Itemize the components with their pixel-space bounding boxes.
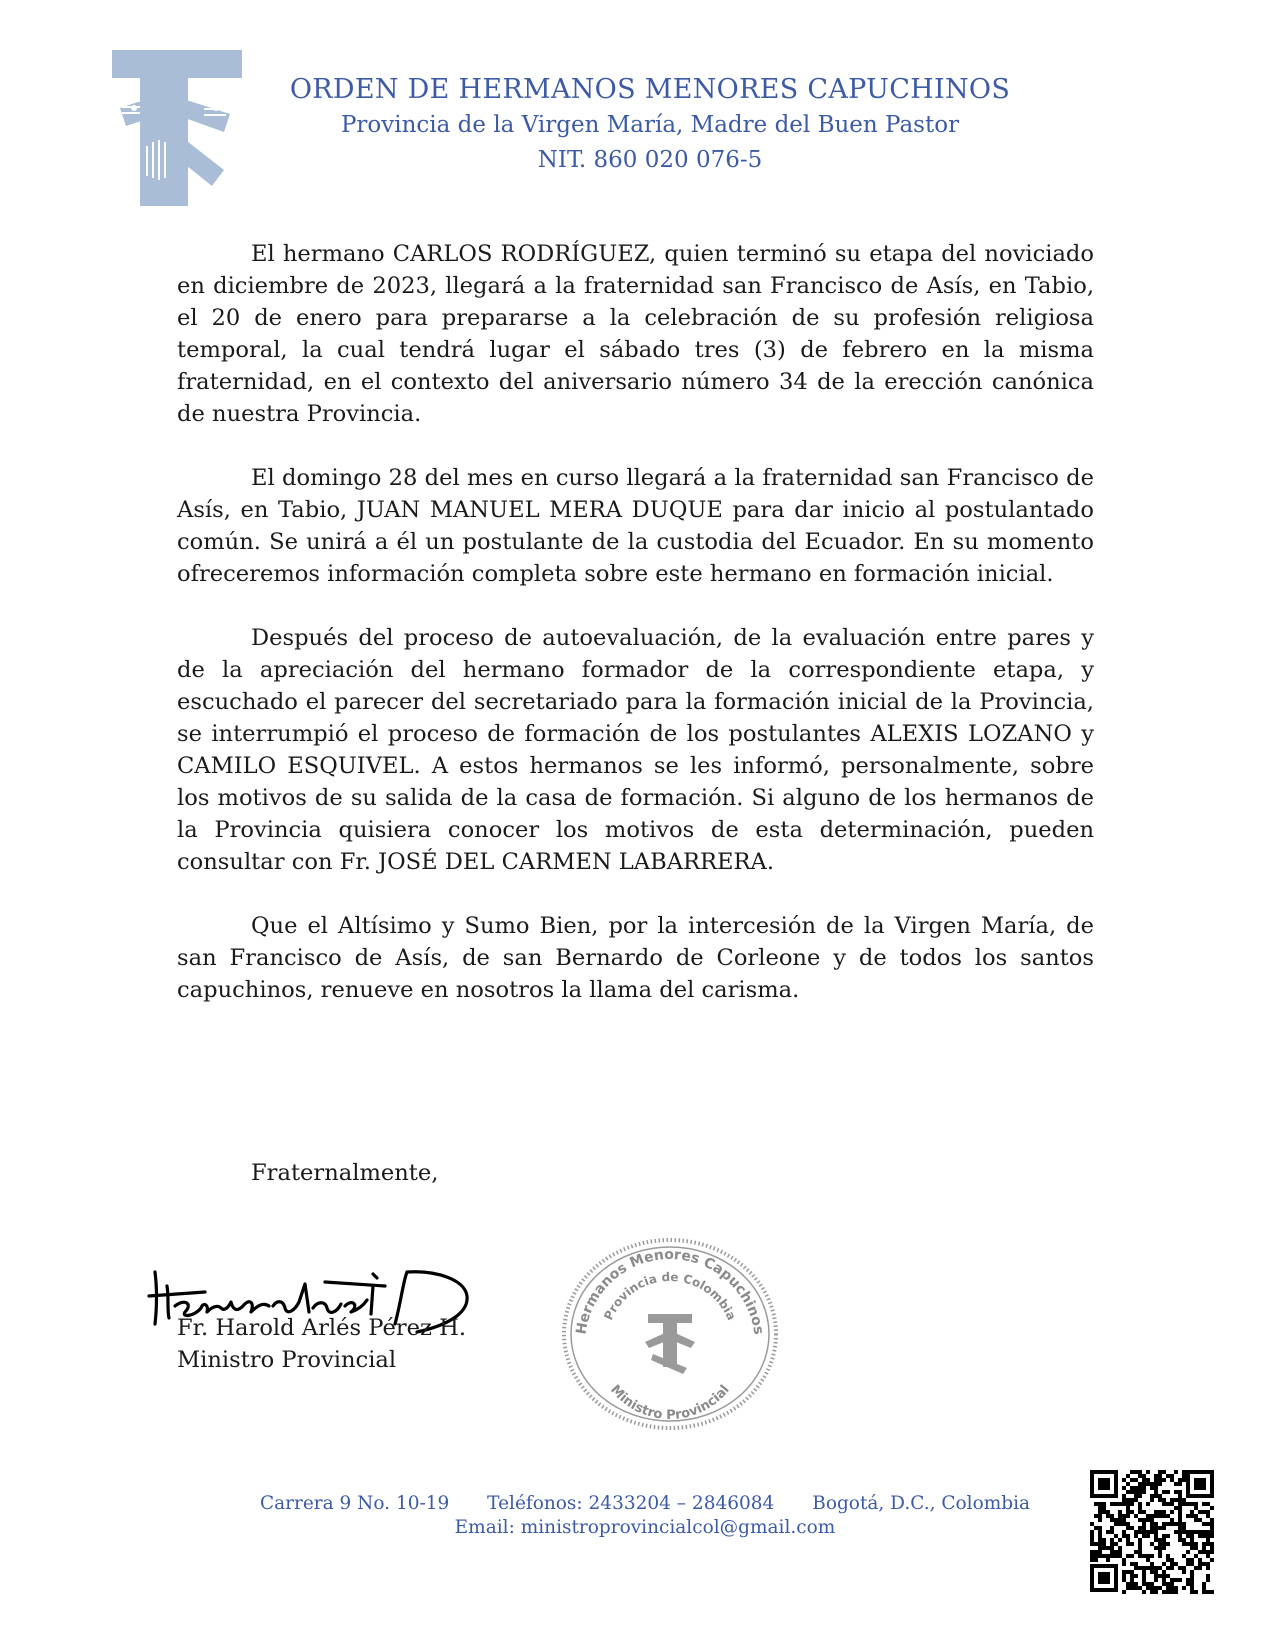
letter-body xyxy=(177,238,1094,1038)
signatory-role: Ministro Provincial xyxy=(177,1347,397,1373)
stamp-emblem xyxy=(645,1314,695,1374)
stamp-top-text: Hermanos Menores Capuchinos xyxy=(573,1246,767,1336)
footer-contact xyxy=(200,1492,1090,1540)
paragraph: El domingo 28 del mes en curso llegará a la fraternidad san Francisco de Asís, en Tabio, JUAN MANUEL MERA DUQUE para dar inicio al postulantado común. Se unirá a él un postulante de la custodia del Ecuador. En su momento ofreceremos información completa sobre este hermano en formación inicial. xyxy=(177,465,1094,587)
footer-email: Email: ministroprovincialcol@gmail.com xyxy=(454,1517,836,1538)
footer-phones: Teléfonos: 2433204 – 2846084 xyxy=(487,1493,775,1514)
official-stamp xyxy=(555,1234,785,1434)
paragraph: Que el Altísimo y Sumo Bien, por la intercesión de la Virgen María, de san Francisco de Asís, de san Bernardo de Corleone y de todos los santos capuchinos, renueve en nosotros la llama del carisma. xyxy=(177,913,1094,1003)
svg-text:Ministro Provincial xyxy=(607,1382,733,1423)
order-title: ORDEN DE HERMANOS MENORES CAPUCHINOS xyxy=(289,74,1011,105)
closing-salutation: Fraternalmente, xyxy=(251,1160,439,1186)
province-name: Provincia de la Virgen María, Madre del Buen Pastor xyxy=(340,112,960,138)
nit-number: NIT. 860 020 076-5 xyxy=(537,147,763,173)
stamp-bottom-text: Ministro Provincial xyxy=(607,1382,733,1424)
paragraph: Después del proceso de autoevaluación, de la evaluación entre pares y de la apreciación del hermano formador de la correspondiente etapa, y escuchado el parecer del secretariado para la formación inicial de la Provincia, se interrumpió el proceso de formación de los postulantes ALEXIS LOZANO y CAMILO ESQUIVEL. A estos hermanos se les informó, personalmente, sobre los motivos de su salida de la casa de formación. Si alguno de los hermanos de la Provincia quisiera conocer los motivos de esta determinación, pueden consultar con Fr. JOSÉ DEL CARMEN LABARRERA. xyxy=(177,625,1094,875)
paragraph: El hermano CARLOS RODRÍGUEZ, quien terminó su etapa del noviciado en diciembre de 2023, llegará a la fraternidad san Francisco de Asís, en Tabio, el 20 de enero para prepararse a la celebración de su profesión religiosa temporal, la cual tendrá lugar el sábado tres (3) de febrero en la misma fraternidad, en el contexto del aniversario número 34 de la erección canónica de nuestra Provincia. xyxy=(177,241,1094,427)
footer-address: Carrera 9 No. 10-19 xyxy=(259,1493,450,1514)
signatory-name: Fr. Harold Arlés Pérez H. xyxy=(177,1315,466,1341)
footer-city: Bogotá, D.C., Colombia xyxy=(812,1493,1031,1514)
order-logo xyxy=(112,50,252,208)
signatory-block xyxy=(177,1312,466,1376)
qr-code xyxy=(1086,1466,1218,1596)
letterhead xyxy=(280,72,1020,177)
stamp-middle-text: Provincia de Colombia xyxy=(601,1269,739,1323)
